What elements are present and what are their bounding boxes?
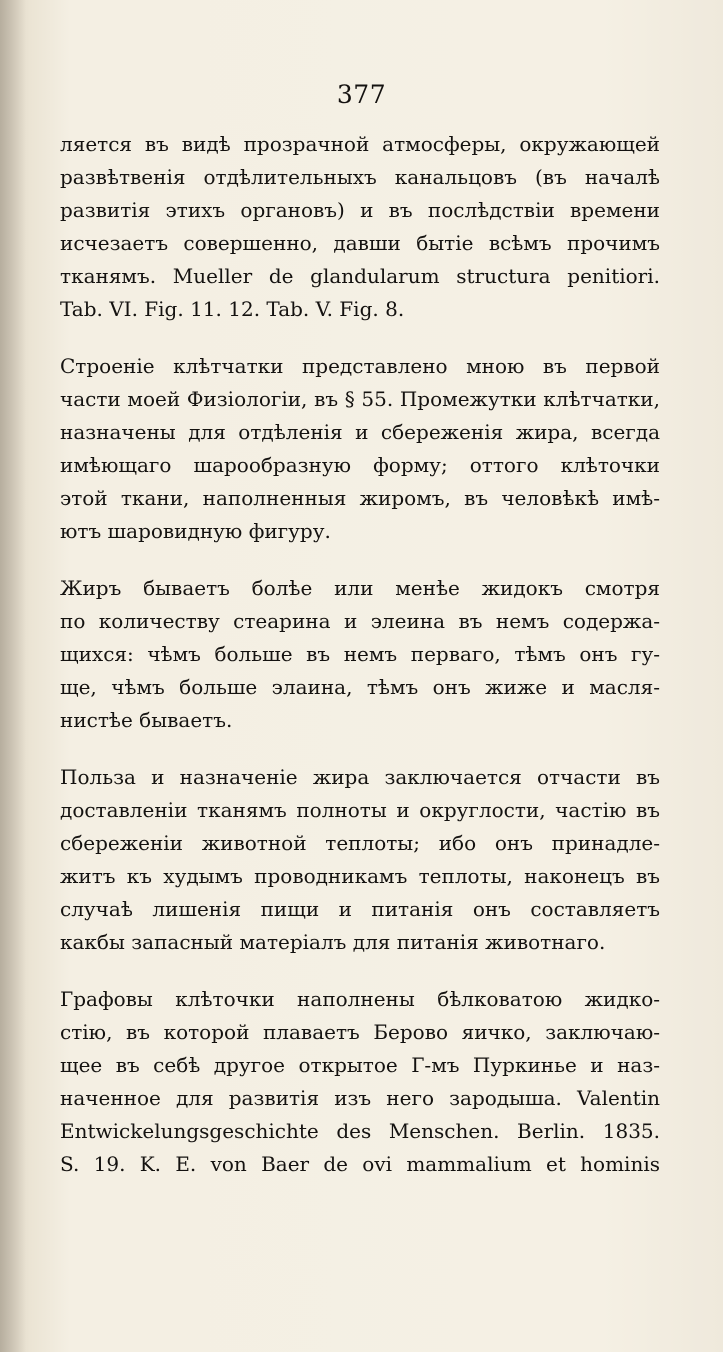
text-line: Жиръ бываетъ болѣе или менѣе жидокъ смотря [60, 576, 660, 600]
text-line: житъ къ худымъ проводникамъ теплоты, наконецъ въ [60, 864, 660, 888]
text-line: по количеству стеарина и элеина въ немъ содержа- [60, 609, 660, 633]
text-line: тканямъ. Mueller de glandularum structura penitiori. [60, 264, 660, 288]
text-line: наченное для развитія изъ него зародыша. Valentin [60, 1086, 660, 1110]
text-line: сбереженіи животной теплоты; ибо онъ принадле- [60, 831, 660, 855]
text-line: этой ткани, наполненныя жиромъ, въ человѣкѣ имѣ- [60, 486, 660, 510]
text-line: Entwickelungsgeschichte des Menschen. Berlin. 1835. [60, 1119, 660, 1143]
text-line: нистѣе бываетъ. [60, 708, 233, 732]
text-line: назначены для отдѣленія и сбереженія жира, всегда [60, 420, 660, 444]
paragraph-5 [60, 983, 660, 1181]
text-line: исчезаетъ совершенно, давши бытіе всѣмъ прочимъ [60, 231, 660, 255]
text-line: развитія этихъ органовъ) и въ послѣдствіи времени [60, 198, 660, 222]
text-line: какбы запасный матеріалъ для питанія животнаго. [60, 930, 606, 954]
body-text [60, 128, 660, 1205]
text-line: имѣющаго шарообразную форму; оттого клѣточки [60, 453, 660, 477]
text-line: стію, въ которой плаваетъ Берово яичко, заключаю- [60, 1020, 660, 1044]
text-line: ще, чѣмъ больше элаина, тѣмъ онъ жиже и масля- [60, 675, 660, 699]
page-number: 377 [336, 80, 387, 109]
text-line: ютъ шаровидную фигуру. [60, 519, 331, 543]
paragraph-2 [60, 350, 660, 548]
text-line: части моей Физіологіи, въ § 55. Промежутки клѣтчатки, [60, 387, 660, 411]
text-line: доставленіи тканямъ полноты и округлости, частію въ [60, 798, 660, 822]
text-line: Польза и назначеніе жира заключается отчасти въ [60, 765, 660, 789]
text-line: Строеніе клѣтчатки представлено мною въ первой [60, 354, 660, 378]
paragraph-1 [60, 128, 660, 326]
text-line: щихся: чѣмъ больше въ немъ перваго, тѣмъ онъ гу- [60, 642, 660, 666]
text-line: случаѣ лишенія пищи и питанія онъ составляетъ [60, 897, 660, 921]
gutter-shadow [0, 0, 26, 1352]
paragraph-4 [60, 761, 660, 959]
text-line: S. 19. K. E. von Baer de ovi mammalium et hominis [60, 1152, 660, 1176]
text-line: развѣтвенія отдѣлительныхъ канальцовъ (въ началѣ [60, 165, 660, 189]
text-line: щее въ себѣ другое открытое Г-мъ Пуркинье и наз- [60, 1053, 660, 1077]
text-line: Графовы клѣточки наполнены бѣлковатою жидко- [60, 987, 660, 1011]
paragraph-3 [60, 572, 660, 737]
text-line: Tab. VI. Fig. 11. 12. Tab. V. Fig. 8. [60, 297, 405, 321]
text-line: ляется въ видѣ прозрачной атмосферы, окружающей [60, 132, 660, 156]
